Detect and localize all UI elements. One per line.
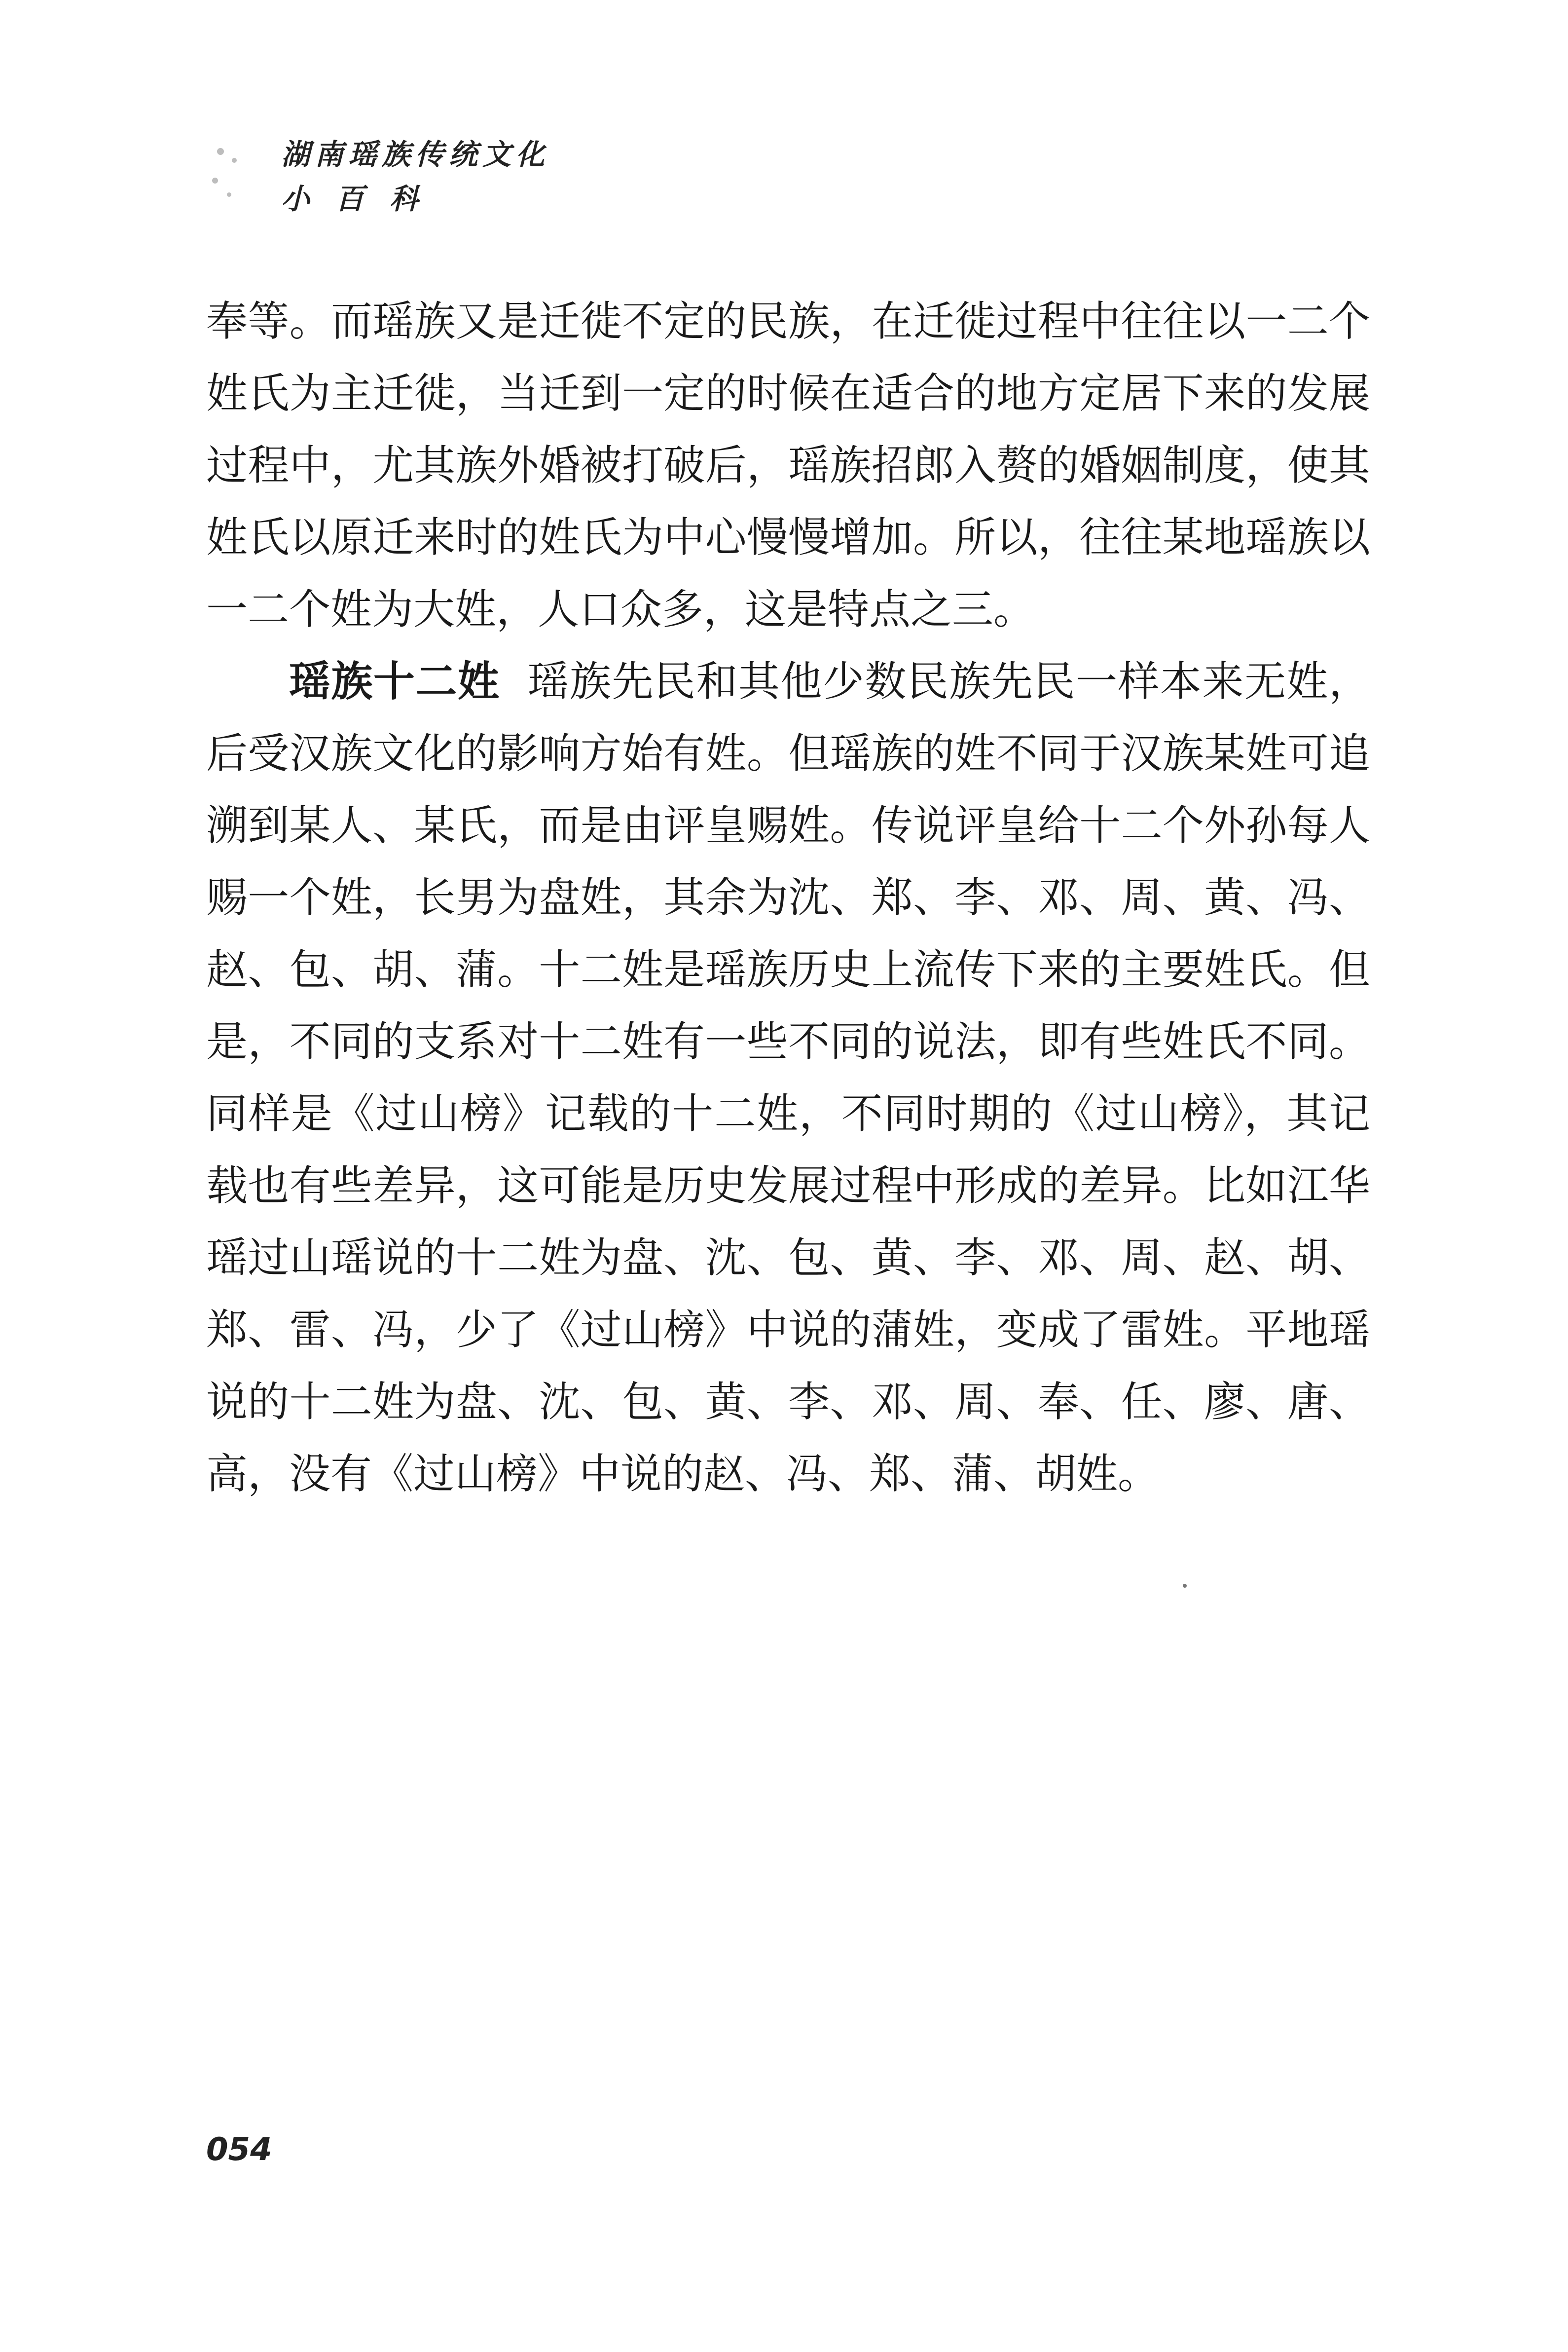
header-decoration — [212, 148, 247, 207]
continuation-paragraph: 奉等。而瑶族又是迁徙不定的民族，在迁徙过程中往往以一二个姓氏为主迁徙，当迁到一定的时候在适合的地方定居下来的发展过程中，尤其族外婚被打破后，瑶族招郎入赘的婚姻制度，使其姓氏以原迁来时的姓氏为中心慢慢增加。所以，往往某地瑶族以一二个姓为大姓，人口众多，这是特点之三。 — [206, 297, 1370, 634]
page-body — [206, 285, 1370, 1510]
section-text: 瑶族先民和其他少数民族先民一样本来无姓，后受汉族文化的影响方始有姓。但瑶族的姓不同于汉族某姓可追溯到某人、某氏，而是由评皇赐姓。传说评皇给十二个外孙每人赐一个姓，长男为盘姓，其余为沈、郑、李、邓、周、黄、冯、赵、包、胡、蒲。十二姓是瑶族历史上流传下来的主要姓氏。但是，不同的支系对十二姓有一些不同的说法，即有些姓氏不同。同样是《过山榜》记载的十二姓，不同时期的《过山榜》，其记载也有些差异，这可能是历史发展过程中形成的差异。比如江华瑶过山瑶说的十二姓为盘、沈、包、黄、李、邓、周、赵、胡、郑、雷、冯，少了《过山榜》中说的蒲姓，变成了雷姓。平地瑶说的十二姓为盘、沈、包、黄、李、邓、周、奉、任、廖、唐、高，没有《过山榜》中说的赵、冯、郑、蒲、胡姓。 — [206, 657, 1370, 1498]
running-header — [281, 132, 549, 221]
section-paragraph — [206, 645, 1370, 1510]
print-speck — [1183, 1584, 1187, 1588]
series-title: 湖南瑶族传统文化 — [281, 138, 550, 171]
series-subtitle: 小百科 — [281, 182, 444, 216]
page-number: 054 — [206, 2131, 272, 2168]
section-term: 瑶族十二姓 — [289, 657, 500, 706]
